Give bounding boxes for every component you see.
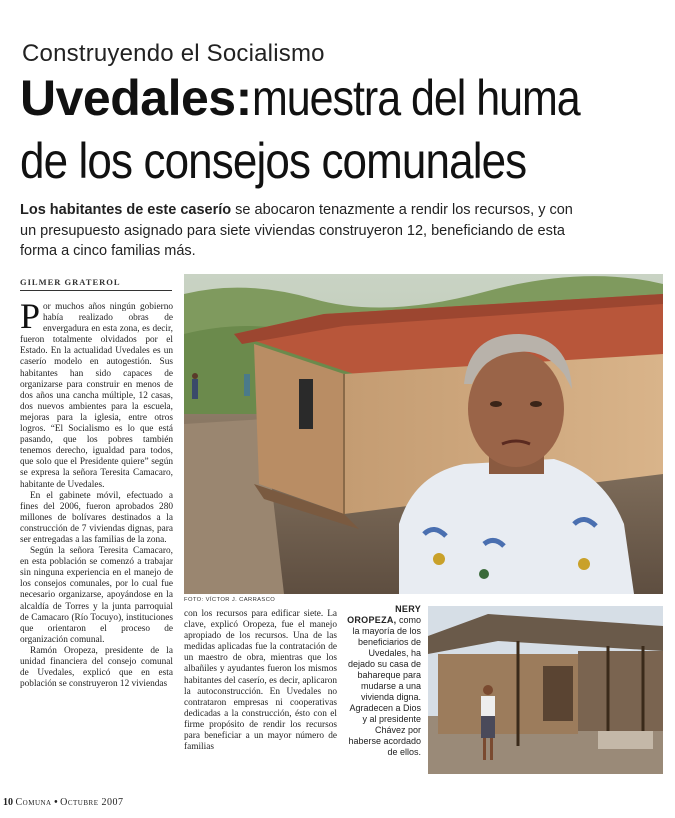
caption-text: como la mayoría de los beneficiarios de Uvedales, ha dejado su casa de bahareque para mudarse a una vivienda digna. Agradecen a Dios y al presidente Chávez por haberse acordado de ellos. (347, 615, 421, 757)
caption-name: NERY OROPEZA, (347, 604, 421, 625)
paragraph-1 (20, 296, 173, 491)
subhead-lead: Los habitantes de este caserío (20, 202, 232, 218)
byline: GILMER GRATEROL (20, 277, 121, 287)
paragraph-2: En el gabinete móvil, efectuado a fines del 2006, fueron aprobados 280 millones de bolívares destinados a la construcción de 7 viviendas dignas, para ser entregadas a las familias de la zona. (20, 490, 173, 545)
article-title-line2: de los consejos comunales (20, 133, 527, 189)
title-bold: Uvedales: (20, 70, 252, 126)
photo-credit: FOTO: VÍCTOR J. CARRASCO (184, 597, 276, 603)
publication-name: Comuna (15, 797, 52, 808)
body-column-1 (20, 296, 173, 792)
page-footer (3, 797, 123, 808)
main-photo (184, 274, 663, 594)
issue-date: Octubre 2007 (60, 797, 124, 808)
footer-separator: • (54, 797, 58, 808)
body-column-2 (184, 609, 337, 784)
photo-caption (345, 604, 421, 758)
article-title-line1 (20, 70, 633, 126)
title-light: muestra del huma (251, 70, 580, 126)
paragraph-1-text: or muchos años ningún gobierno había realizado obras de envergadura en esta zona, es decir, fueron totalmente olvidados por el Estado. En la actualidad Uvedales es un caserío modelo en autogestión. Sus habitantes han sido capaces de organizarse para construir en menos de dos años una cancha múltiple, 12 casas, dos nuevos ambientes para la escuela, mejoras para la iglesia, entre otros logros. “El Socialismo es lo que está pasando, que los pobres también tenemos derecho, igualdad para todos, que solo que el Presidente quiere” según se expresa la señora Teresita Camacaro, habitante de Uvedales. (20, 302, 173, 490)
article-subhead (20, 200, 580, 262)
subhead-text: se abocaron tenazmente a rendir los recursos, y con un presupuesto asignado para siete viviendas construyeron 12, beneficiando de esta forma a cinco familias más. (20, 202, 573, 259)
paragraph-3: Según la señora Teresita Camacaro, en esta población se comenzó a trabajar sin ninguna experiencia en el manejo de los consejos comunales, por lo cual fue necesario organizarse, apoyándose en la alcaldía de Torres y la junta parroquial de Camacaro (Río Tocuyo), instituciones que orientaron el proceso de organización comunal. (20, 546, 173, 645)
page-number: 10 (3, 797, 13, 808)
byline-rule (20, 290, 172, 291)
column-2-text: con los recursos para edificar siete. La clave, explicó Oropeza, fue el manejo apropiado de los recursos. Una de las medidas aplicadas fue la contratación de un maestro de obra, mientras que los albañiles y ayudantes fueron los mismos habitantes del caserío, es decir, aplicaron la autoconstrucción. En Uvedales no contrataron empresas ni cooperativas dedicadas a la construcción, ésto con el firme propósito de rendir los recursos para beneficiar a un mayor número de familias (184, 609, 337, 753)
section-kicker: Construyendo el Socialismo (22, 40, 325, 67)
dropcap: P (20, 296, 41, 336)
paragraph-4: Ramón Oropeza, presidente de la unidad financiera del consejo comunal de Uvedales, explicó que en esta población se construyeron 12 viviendas (20, 645, 173, 690)
secondary-photo (428, 606, 663, 774)
